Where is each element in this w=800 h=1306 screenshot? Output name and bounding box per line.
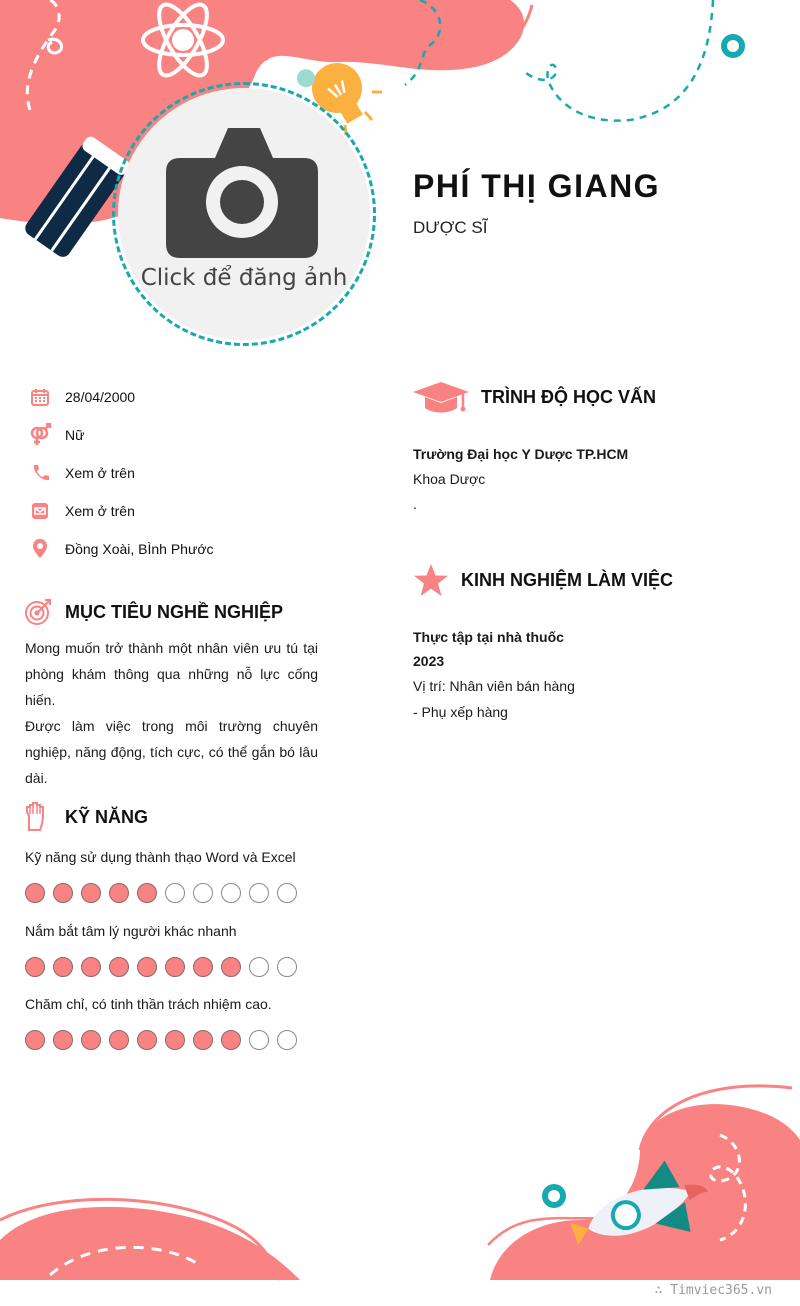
skill-2-name: Nắm bắt tâm lý người khác nhanh	[25, 923, 237, 939]
calendar-icon	[28, 385, 52, 409]
rating-dot-filled	[193, 957, 213, 977]
rating-dot-filled	[193, 1030, 213, 1050]
address-value: Đồng Xoài, BÌnh Phước	[65, 541, 214, 557]
rating-dot-filled	[81, 1030, 101, 1050]
email-value: Xem ở trên	[65, 503, 135, 519]
education-school: Trường Đại học Y Dược TP.HCM	[413, 446, 629, 462]
section-objective-heading	[24, 598, 283, 626]
birthday-value: 28/04/2000	[65, 389, 136, 405]
skill-3-rating	[25, 1030, 297, 1050]
rating-dot-filled	[109, 957, 129, 977]
bottom-decoration	[0, 1070, 800, 1306]
rating-dot-filled	[137, 883, 157, 903]
skill-2-rating	[25, 957, 297, 977]
rating-dot-empty	[165, 883, 185, 903]
experience-task: - Phụ xếp hàng	[413, 704, 508, 720]
target-icon	[24, 598, 52, 626]
experience-position: Vị trí: Nhân viên bán hàng	[413, 678, 575, 694]
rating-dot-filled	[25, 883, 45, 903]
rating-dot-empty	[277, 1030, 297, 1050]
camera-icon	[118, 88, 370, 340]
rating-dot-filled	[137, 1030, 157, 1050]
info-row-birthday	[28, 385, 135, 409]
watermark: ∴ Timviec365.vn	[654, 1283, 772, 1298]
info-row-phone	[28, 461, 135, 485]
section-education-heading	[413, 380, 656, 414]
rating-dot-filled	[53, 957, 73, 977]
education-major: Khoa Dược	[413, 471, 486, 487]
objective-text	[25, 635, 318, 791]
phone-value: Xem ở trên	[65, 465, 135, 481]
rating-dot-filled	[221, 1030, 241, 1050]
education-note: .	[413, 496, 417, 512]
dashed-line-top-right	[525, 0, 713, 121]
info-row-email	[28, 499, 135, 523]
rating-dot-filled	[109, 1030, 129, 1050]
objective-line-2: Được làm việc trong môi trường chuyên nghiệp, năng động, tích cực, có thể gắn bó lâu dài.	[25, 718, 318, 786]
skill-1-rating	[25, 883, 297, 903]
objective-line-1: Mong muốn trở thành một nhân viên ưu tú tại phòng khám thông qua những nỗ lực cống hiến.	[25, 640, 318, 708]
avatar-upload[interactable]	[118, 88, 370, 340]
job-title: DƯỢC SĨ	[413, 218, 488, 237]
rating-dot-filled	[81, 883, 101, 903]
avatar-upload-label[interactable]: Click để đăng ảnh	[140, 265, 348, 291]
rating-dot-filled	[81, 957, 101, 977]
info-row-gender	[28, 423, 84, 447]
rating-dot-filled	[165, 1030, 185, 1050]
gender-icon	[28, 423, 52, 447]
hand-icon	[24, 802, 52, 832]
objective-heading: MỤC TIÊU NGHỀ NGHIỆP	[65, 601, 284, 622]
experience-company: Thực tập tại nhà thuốc	[413, 629, 564, 645]
section-skills-heading	[24, 802, 148, 832]
star-icon	[413, 563, 449, 597]
candidate-name: PHÍ THỊ GIANG	[413, 168, 661, 204]
phone-icon	[28, 461, 52, 485]
teal-ring-bottom	[545, 1187, 563, 1205]
rating-dot-filled	[137, 957, 157, 977]
rating-dot-filled	[109, 883, 129, 903]
experience-year: 2023	[413, 653, 445, 669]
rating-dot-filled	[25, 957, 45, 977]
skill-3-name: Chăm chỉ, có tinh thần trách nhiệm cao.	[25, 996, 272, 1012]
teal-ring-top	[724, 37, 742, 55]
rating-dot-filled	[53, 1030, 73, 1050]
pink-blob-bottom-left	[0, 1207, 300, 1280]
rating-dot-filled	[221, 957, 241, 977]
graduation-cap-icon	[413, 380, 469, 414]
rating-dot-filled	[53, 883, 73, 903]
rating-dot-empty	[249, 957, 269, 977]
email-icon	[28, 499, 52, 523]
rating-dot-empty	[193, 883, 213, 903]
rating-dot-empty	[221, 883, 241, 903]
skills-heading: KỸ NĂNG	[65, 806, 149, 827]
info-row-address	[28, 537, 214, 561]
experience-heading: KINH NGHIỆM LÀM VIỆC	[461, 569, 674, 590]
gender-value: Nữ	[65, 427, 85, 443]
rating-dot-filled	[165, 957, 185, 977]
rating-dot-empty	[249, 883, 269, 903]
rating-dot-filled	[25, 1030, 45, 1050]
section-experience-heading	[413, 563, 673, 597]
rating-dot-empty	[249, 1030, 269, 1050]
skill-1-name: Kỹ năng sử dụng thành thạo Word và Excel	[25, 849, 296, 865]
rating-dot-empty	[277, 883, 297, 903]
location-icon	[28, 537, 52, 561]
rating-dot-empty	[277, 957, 297, 977]
education-heading: TRÌNH ĐỘ HỌC VẤN	[481, 386, 656, 407]
